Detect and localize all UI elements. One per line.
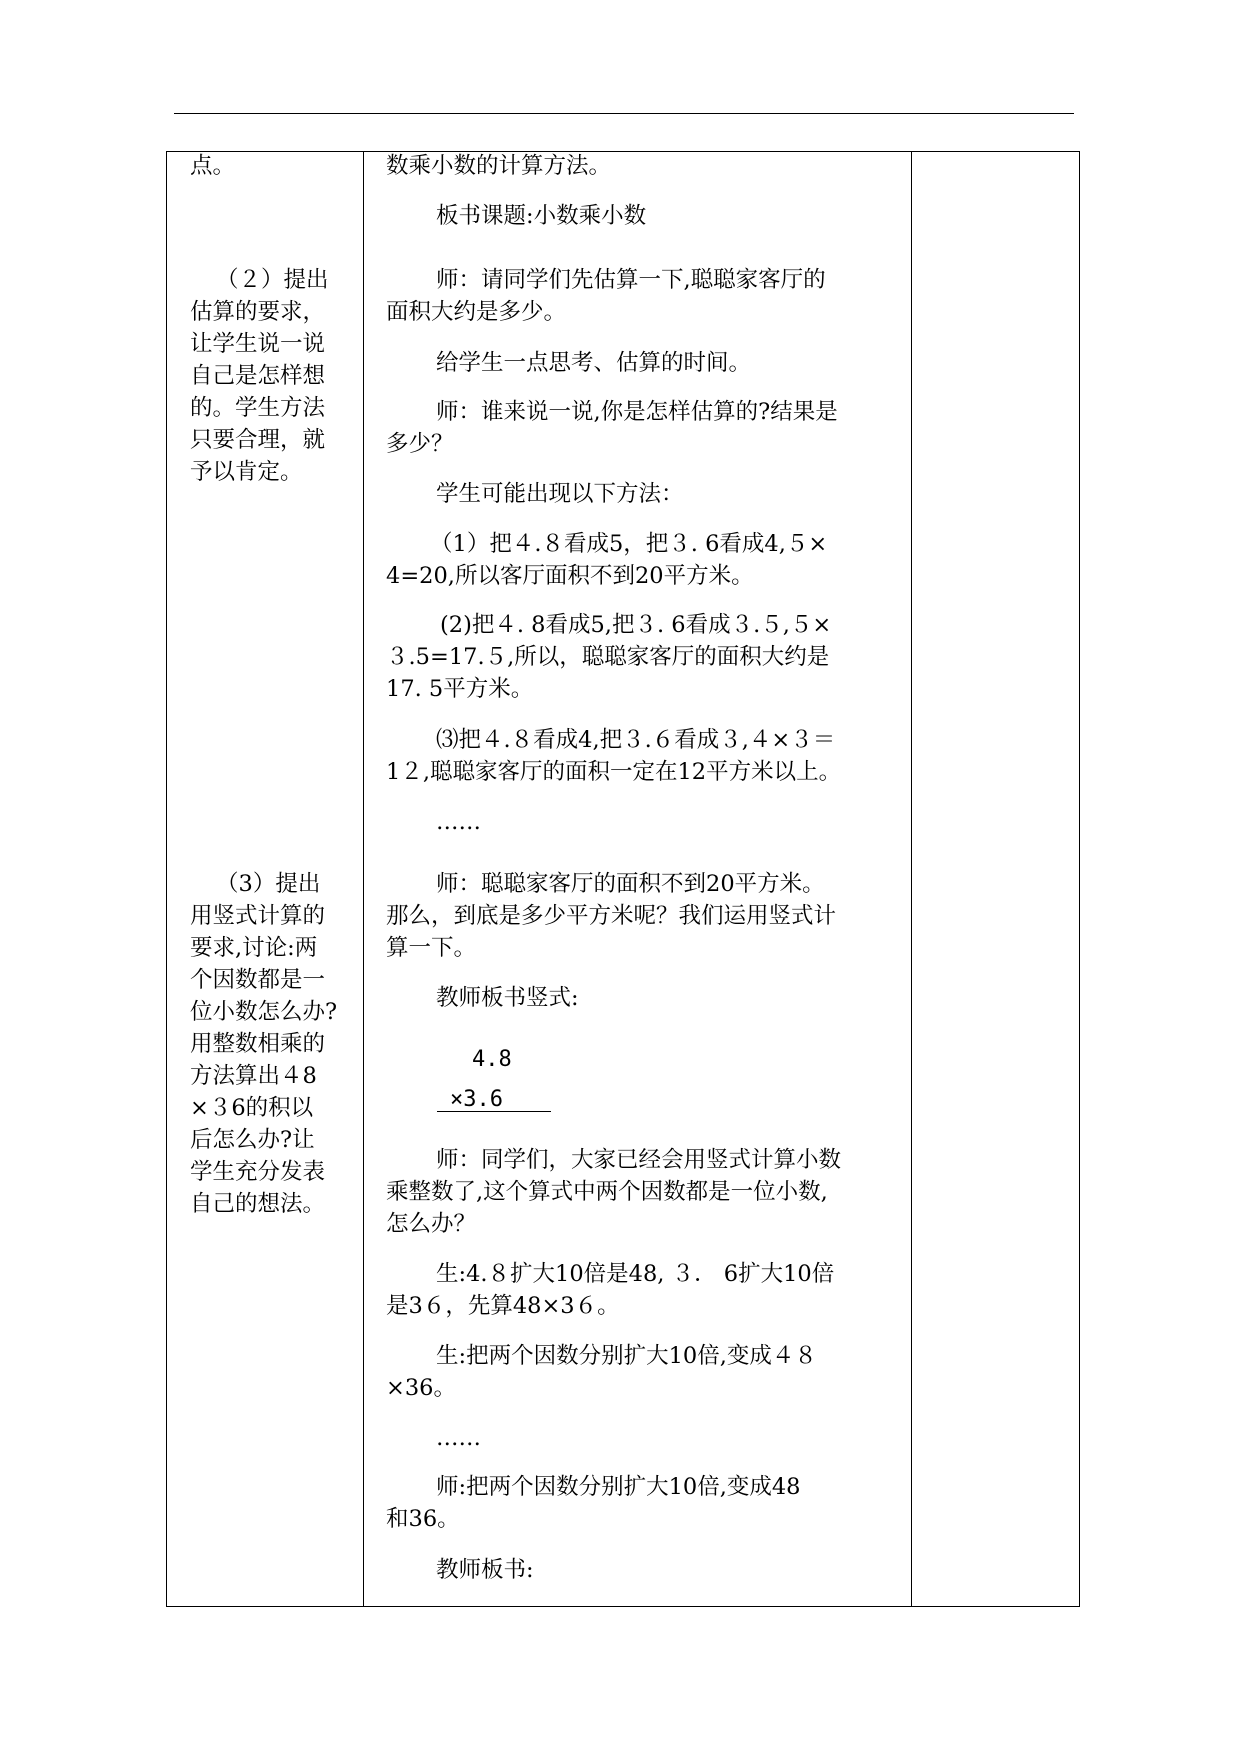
column-divider-right xyxy=(911,152,912,1606)
paragraph-line: 怎么办？ xyxy=(386,1211,477,1237)
paragraph-line: 面积大约是多少。 xyxy=(386,299,567,325)
left-note-line: （２）提出 xyxy=(216,267,329,293)
left-note-line: 自己是怎样想 xyxy=(190,363,326,389)
paragraph-line: 4=20,所以客厅面积不到20平方米。 xyxy=(386,563,754,589)
paragraph-line: 那么，到底是多少平方米呢？我们运用竖式计 xyxy=(386,903,837,929)
paragraph-line: 师:把两个因数分别扩大10倍,变成48 xyxy=(436,1474,801,1500)
left-note-line: 只要合理，就 xyxy=(190,427,326,453)
left-note-line: 用整数相乘的 xyxy=(190,1031,326,1057)
paragraph-line: 给学生一点思考、估算的时间。 xyxy=(436,350,752,376)
paragraph-line: 师：同学们，大家已经会用竖式计算小数 xyxy=(436,1147,842,1173)
header-rule xyxy=(174,113,1074,114)
paragraph-line: 学生可能出现以下方法： xyxy=(436,481,684,507)
paragraph-line: 教师板书: xyxy=(436,1557,534,1583)
paragraph-line: ×36。 xyxy=(386,1375,456,1401)
paragraph-line: 师：聪聪家客厅的面积不到20平方米。 xyxy=(436,871,825,897)
left-note-line: 方法算出４8 xyxy=(190,1063,317,1089)
paragraph-line: 17. 5平方米。 xyxy=(386,676,534,702)
paragraph-line: 数乘小数的计算方法。 xyxy=(386,153,612,179)
ellipsis: …… xyxy=(436,1425,481,1451)
left-note-line: 个因数都是一 xyxy=(190,967,326,993)
paragraph-line: （1）把４.８看成5，把３. 6看成4,５× xyxy=(430,531,828,557)
left-note-line: 让学生说一说 xyxy=(190,331,326,357)
paragraph-line: (2)把４. 8看成5,把３. 6看成３.５,５× xyxy=(440,612,832,638)
paragraph-line: 和36。 xyxy=(386,1506,460,1532)
paragraph-line: 1２,聪聪家客厅的面积一定在12平方米以上。 xyxy=(386,759,842,785)
left-note-line: 要求,讨论:两 xyxy=(190,935,318,961)
left-note-line: 予以肯定。 xyxy=(190,459,303,485)
paragraph-line: ⑶把４.８看成4,把３.６看成３,４×３＝ xyxy=(436,727,836,753)
left-note-line: 的。学生方法 xyxy=(190,395,326,421)
vertical-calculation xyxy=(430,1040,512,1120)
paragraph-line: 生:把两个因数分别扩大10倍,变成４８ xyxy=(436,1343,817,1369)
vertical-calc-bottom: ×3.6 xyxy=(450,1087,503,1112)
paragraph-line: 生:4.８扩大10倍是48, ３． 6扩大10倍 xyxy=(436,1261,835,1287)
paragraph-line: 算一下。 xyxy=(386,935,477,961)
paragraph-line: 乘整数了,这个算式中两个因数都是一位小数, xyxy=(386,1179,828,1205)
left-note-line: 位小数怎么办? xyxy=(190,999,338,1025)
left-note-line: ×３6的积以 xyxy=(190,1095,314,1121)
vertical-calc-rule xyxy=(437,1111,551,1112)
paragraph-line: 师：谁来说一说,你是怎样估算的?结果是 xyxy=(436,399,838,425)
left-note-line: （3）提出 xyxy=(216,871,321,897)
paragraph-line: 教师板书竖式: xyxy=(436,985,579,1011)
left-note-line: 后怎么办?让 xyxy=(190,1127,315,1153)
left-note-line: 自己的想法。 xyxy=(190,1191,326,1217)
paragraph-line: 是3６，先算48×3６。 xyxy=(386,1293,620,1319)
left-note-line: 学生充分发表 xyxy=(190,1159,326,1185)
paragraph-line: 板书课题:小数乘小数 xyxy=(436,203,647,229)
paragraph-line: 多少？ xyxy=(386,431,454,457)
paragraph-line: 师：请同学们先估算一下,聪聪家客厅的 xyxy=(436,267,826,293)
left-note-line: 估算的要求， xyxy=(190,299,326,325)
left-note-line: 点。 xyxy=(190,153,236,179)
column-divider-left xyxy=(363,152,364,1606)
left-note-line: 用竖式计算的 xyxy=(190,903,326,929)
ellipsis: …… xyxy=(436,809,481,835)
paragraph-line: ３.5=17.５,所以，聪聪家客厅的面积大约是 xyxy=(386,644,830,670)
vertical-calc-top: 4.8 xyxy=(472,1047,512,1072)
